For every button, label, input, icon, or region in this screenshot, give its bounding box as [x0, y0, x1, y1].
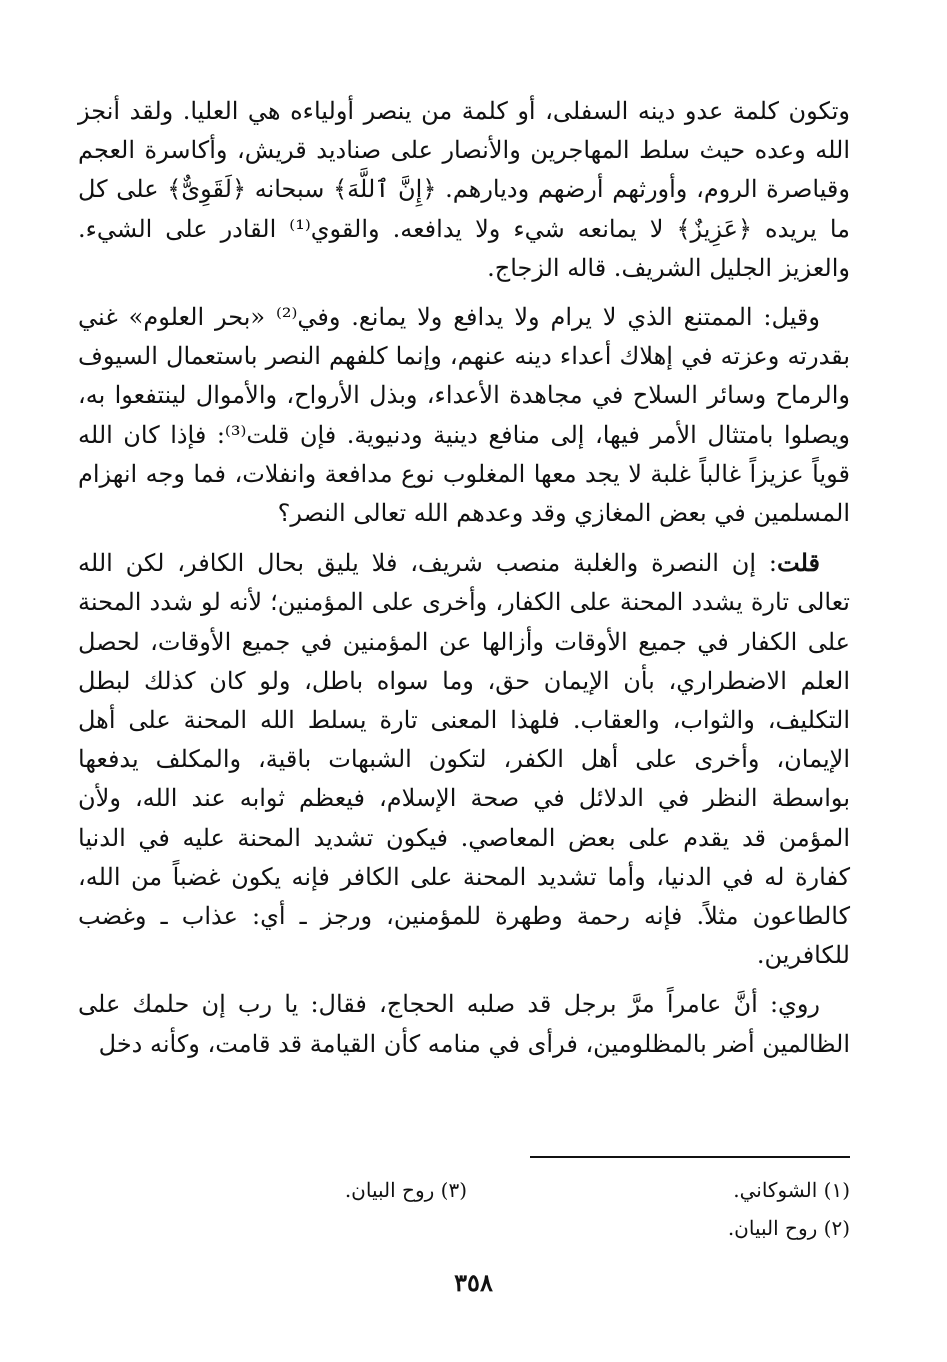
paragraph-3: [78, 543, 850, 975]
paragraph-1: [78, 92, 850, 288]
paragraph-3-lead: قلت: [777, 548, 820, 578]
paragraph-4: [78, 985, 850, 1063]
paragraph-4-text: روي: أنَّ عامراً مرَّ برجل قد صلبه الحجاج، فقال: يا رب إن حلمك على الظالمين أضر بالمظلومين، فرأى في منامه كأن القيامة قد قامت، وكأنه دخل: [78, 990, 850, 1058]
page-body: [78, 92, 850, 1074]
paragraph-3-text: : إن النصرة والغلبة منصب شريف، فلا يليق بحال الكافر، لكن الله تعالى تارة يشدد المحنة على الكفار، وأخرى على المؤمنين؛ لأنه لو شدد المحنة على الكفار في جميع الأوقات وأزالها عن المؤمنين في جميع الأوقات، لحصل العلم الاضطراري، بأن الإيمان حق، وما سواه باطل، ولو كان كذلك لبطل التكليف، والثواب، والعقاب. فلهذا المعنى تارة يسلط الله المحنة على أهل الإيمان، وأخرى على أهل الكفر، لتكون الشبهات باقية، والمكلف يدفعها بواسطة النظر في الدلائل في صحة الإسلام، فيعظم ثوابه عند الله، ولأن المؤمن قد يقدم على بعض المعاصي. فيكون تشديد المحنة عليه في الدنيا كفارة له في الدنيا، وأما تشديد المحنة على الكافر فإنه يكون غضباً من الله، كالطاعون مثلاً. فإنه رحمة وطهرة للمؤمنين، ورجز ـ أي: عذاب ـ وغضب للكافرين.: [78, 549, 851, 970]
page-number: ٣٥٨: [454, 1268, 493, 1297]
paragraph-2-text: وقيل: الممتنع الذي لا يرام ولا يدافع ولا يمانع. وفي⁽²⁾ «بحر العلوم» غني بقدرته وعزته في إهلاك أعداء دينه عنهم، وإنما كلفهم النصر باستعمال السيوف والرماح وسائر السلاح في مجاهدة الأعداء، وبذل الأرواح، والأموال لينتفعوا به، ويصلوا بامتثال الأمر فيها، إلى منافع دينية ودنيوية. فإن قلت⁽³⁾: فإذا كان الله قوياً عزيزاً غالباً غلبة لا يجد معها المغلوب نوع مدافعة وانفلات، فما وجه انهزام المسلمين في بعض المغازي وقد وعدهم الله تعالى النصر؟: [78, 303, 851, 528]
footnote-3: (٣) روح البيان.: [344, 1178, 467, 1202]
footnote-separator: [530, 1156, 850, 1158]
footnote-2: (٢) روح البيان.: [727, 1216, 850, 1240]
paragraph-1-text: وتكون كلمة عدو دينه السفلى، أو كلمة من ينصر أولياءه هي العليا. ولقد أنجز الله وعده حيث سلط المهاجرين والأنصار على صناديد قريش، وأكاسرة العجم وقياصرة الروم، وأورثهم أرضهم وديارهم. ﴿إِنَّ ٱللَّهَ﴾ سبحانه ﴿لَقَوِىٌّ﴾ على كل ما يريده ﴿عَزِيزٌ﴾ لا يمانعه شيء ولا يدافعه. والقوي⁽¹⁾ القادر على الشيء. والعزيز الجليل الشريف. قاله الزجاج.: [78, 97, 850, 282]
paragraph-2: [78, 298, 850, 533]
footnote-1: (١) الشوكاني.: [733, 1178, 850, 1202]
